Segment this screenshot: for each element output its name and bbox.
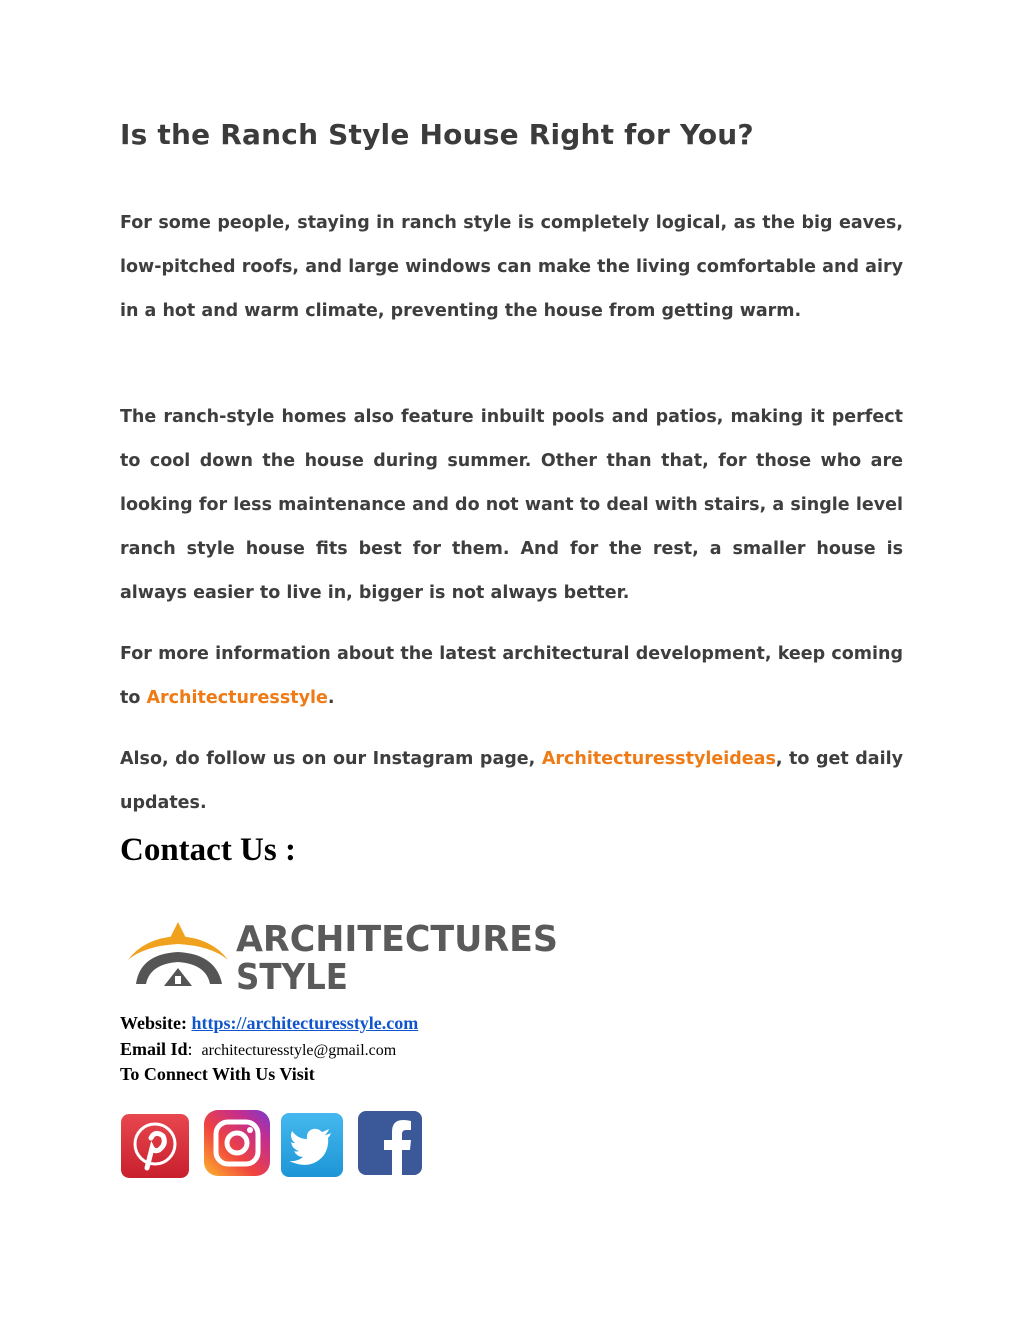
instagram-text-after: , to get daily updates. [120,749,903,813]
paragraph-instagram [120,737,903,825]
instagram-text-before: Also, do follow us on our Instagram page, [120,749,542,769]
architectures-style-logo [124,916,564,994]
logo-text-line2: STYLE [236,957,348,994]
facebook-icon[interactable] [358,1111,422,1175]
paragraph-ranch-logic: For some people, staying in ranch style is completely logical, as the big eaves, low-pitched roofs, and large windows can make the living comfortable and airy in a hot and warm climate, preventing the house from getting warm. [120,213,903,321]
house-icon [128,922,228,986]
website-url-link[interactable]: https://architecturesstyle.com [191,1013,419,1033]
email-label: Email Id [120,1039,188,1059]
more-info-text: For more information about the latest architectural development, keep coming to [120,644,903,708]
website-line [120,1013,418,1034]
paragraph-more-info [120,632,903,720]
twitter-icon[interactable] [281,1113,343,1177]
email-colon: : [187,1039,193,1059]
website-label: Website: [120,1013,187,1033]
contact-heading: Contact Us : [120,832,296,868]
logo-text-line1: ARCHITECTURES [236,919,558,960]
email-value: architecturesstyle@gmail.com [201,1042,397,1059]
page-title: Is the Ranch Style House Right for You? [120,118,754,151]
architecturesstyle-link[interactable]: Architecturesstyle [146,688,328,708]
architecturesstyleideas-link[interactable]: Architecturesstyleideas [541,749,776,769]
pinterest-icon[interactable] [121,1114,189,1178]
paragraph-ranch-features: The ranch-style homes also feature inbuilt pools and patios, making it perfect to cool down the house during summer. Other than that, for those who are looking for less maintenance and do not want to deal with stairs, a single level ranch style house fits best for them. And for the rest, a smaller house is always easier to live in, bigger is not always better. [120,407,903,603]
connect-text: To Connect With Us Visit [120,1064,315,1084]
instagram-icon[interactable] [204,1110,270,1176]
email-line [120,1039,396,1060]
more-info-period: . [327,688,335,708]
